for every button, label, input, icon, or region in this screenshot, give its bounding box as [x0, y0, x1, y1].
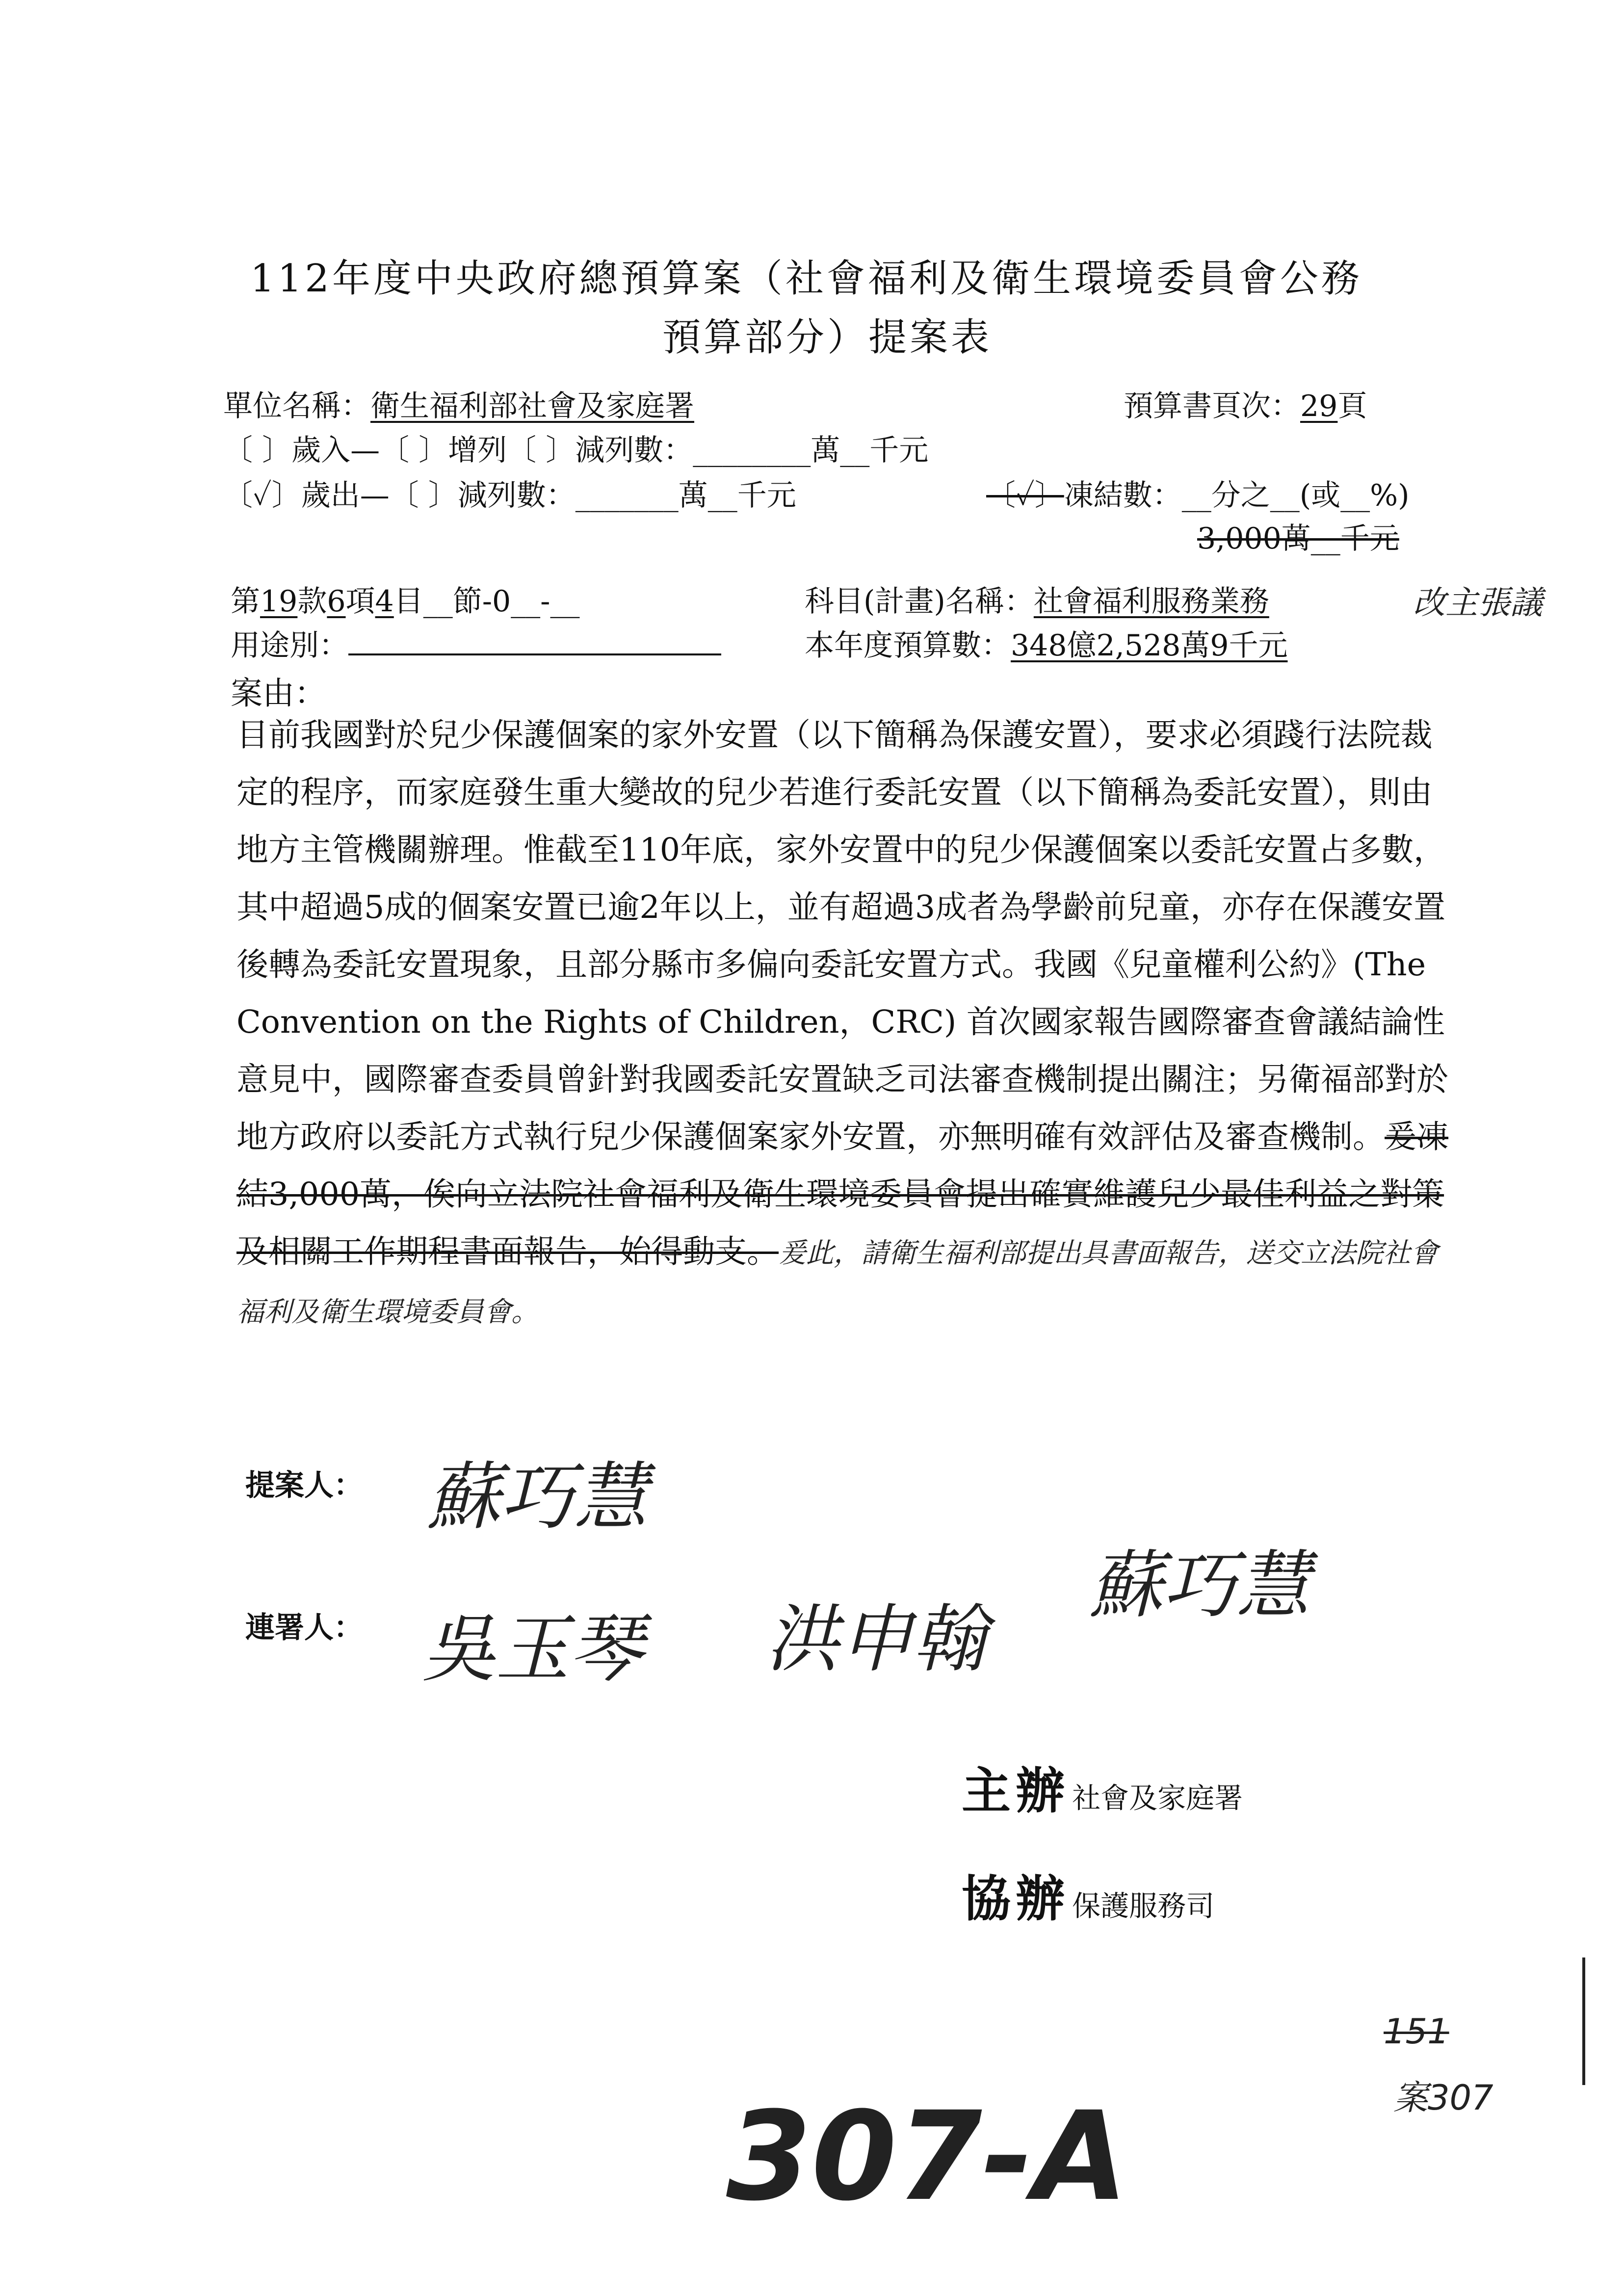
- reason-label: 案由：: [231, 675, 327, 712]
- reason-body: [236, 706, 1453, 1341]
- handwritten-note: 爰此，請衛生福利部提出具書面報告，送交立法院社會福利及衛生環境委員會。: [236, 1237, 1439, 1328]
- case-number: 307-A: [726, 2085, 1128, 2228]
- title-line-1: 112年度中央政府總預算案（社會福利及衛生環境委員會公務: [250, 257, 1362, 301]
- use-field: [231, 622, 721, 664]
- subject-value: 社會福利服務業務: [1033, 584, 1269, 619]
- item-label: 第: [231, 584, 260, 619]
- expend-field: [223, 472, 796, 514]
- freeze-field: [986, 472, 1410, 514]
- cosigner-signature-3: 蘇巧慧: [1089, 1543, 1310, 1628]
- lead-value: 社會及家庭署: [1072, 1781, 1243, 1815]
- title-line-2: 預算部分）提案表: [662, 315, 993, 360]
- item-jie: __節-0__-__: [423, 584, 580, 619]
- cosigner-signature-1: 吳玉琴: [422, 1607, 643, 1692]
- freeze-amount: 3,000萬__千元: [1197, 522, 1399, 556]
- expend-line: 歲出—〔 〕減列數：_______萬__千元: [301, 478, 796, 513]
- item-xiang: 6: [327, 584, 346, 619]
- unit-value: 衛生福利部社會及家庭署: [370, 389, 694, 423]
- expend-check: 〔✓〕: [223, 478, 301, 513]
- freeze-check: 〔✓〕: [986, 478, 1064, 513]
- revenue-line: 〔 〕歲入—〔 〕增列〔 〕減列數：________萬__千元: [223, 433, 929, 468]
- assist-field: [962, 1859, 1214, 1930]
- item-mu-suffix: 目: [393, 584, 423, 619]
- cosigner-signature-2: 洪申翰: [765, 1597, 987, 1682]
- page-label: 預算書頁次：: [1124, 389, 1300, 423]
- unit-label: 單位名稱：: [223, 389, 370, 423]
- lead-field: [962, 1751, 1243, 1822]
- item-field: [231, 578, 579, 620]
- lead-label: 主辦: [962, 1762, 1070, 1820]
- page-value: 29: [1300, 389, 1338, 423]
- budget-value: 348億2,528萬9千元: [1011, 628, 1288, 663]
- use-label: 用途別：: [231, 628, 348, 663]
- right-margin-line: [1582, 1957, 1585, 2085]
- margin-note: 改主張議: [1413, 584, 1543, 622]
- page-suffix: 頁: [1337, 389, 1367, 423]
- subject-label: 科目(計畫)名稱：: [805, 584, 1034, 619]
- reason-struck-text: 爰凍結3,000萬，俟向立法院社會福利及衛生環境委員會提出確實維護兒少最佳利益之對策及相關工作期程書面報告，始得動支。: [236, 1119, 1449, 1270]
- item-mu: 4: [375, 584, 394, 619]
- budget-field: [805, 622, 1287, 664]
- corner-note: 案307: [1393, 2078, 1493, 2118]
- assist-value: 保護服務司: [1072, 1889, 1215, 1923]
- reason-text: 目前我國對於兒少保護個案的家外安置（以下簡稱為保護安置），要求必須踐行法院裁定的程序，而家庭發生重大變故的兒少若進行委託安置（以下簡稱為委託安置），則由地方主管機關辦理。惟截至110年底，家外安置中的兒少保護個案以委託安置占多數，其中超過5成的個案安置已逾2年以上，並有超過3成者為學齡前兒童，亦存在保護安置後轉為委託安置現象，且部分縣市多偏向委託安置方式。我國《兒童權利公約》(The Convention on the Rights of Children，CRC) 首次國家報告國際審查會議結論性意見中，國際審查委員曾針對我國委託安置缺乏司法審查機制提出關注；另衛福部對於地方政府以委託方式執行兒少保護個案家外安置，亦無明確有效評估及審查機制。: [236, 717, 1449, 1155]
- freeze-line: 凍結數：__分之__(或__%): [1064, 478, 1410, 513]
- unit-field: [223, 383, 694, 425]
- item-kuan-suffix: 款: [297, 584, 327, 619]
- subject-field: [805, 578, 1269, 620]
- proposer-label: 提案人：: [245, 1468, 363, 1503]
- item-xiang-suffix: 項: [345, 584, 375, 619]
- corner-struck-number: 151: [1384, 2011, 1449, 2052]
- cosigner-label: 連署人：: [245, 1611, 363, 1645]
- assist-label: 協辦: [962, 1870, 1070, 1928]
- item-kuan: 19: [260, 584, 298, 619]
- proposer-signature: 蘇巧慧: [427, 1455, 648, 1540]
- use-blank: [348, 626, 721, 655]
- budget-label: 本年度預算數：: [805, 628, 1011, 663]
- page-field: [1124, 383, 1367, 425]
